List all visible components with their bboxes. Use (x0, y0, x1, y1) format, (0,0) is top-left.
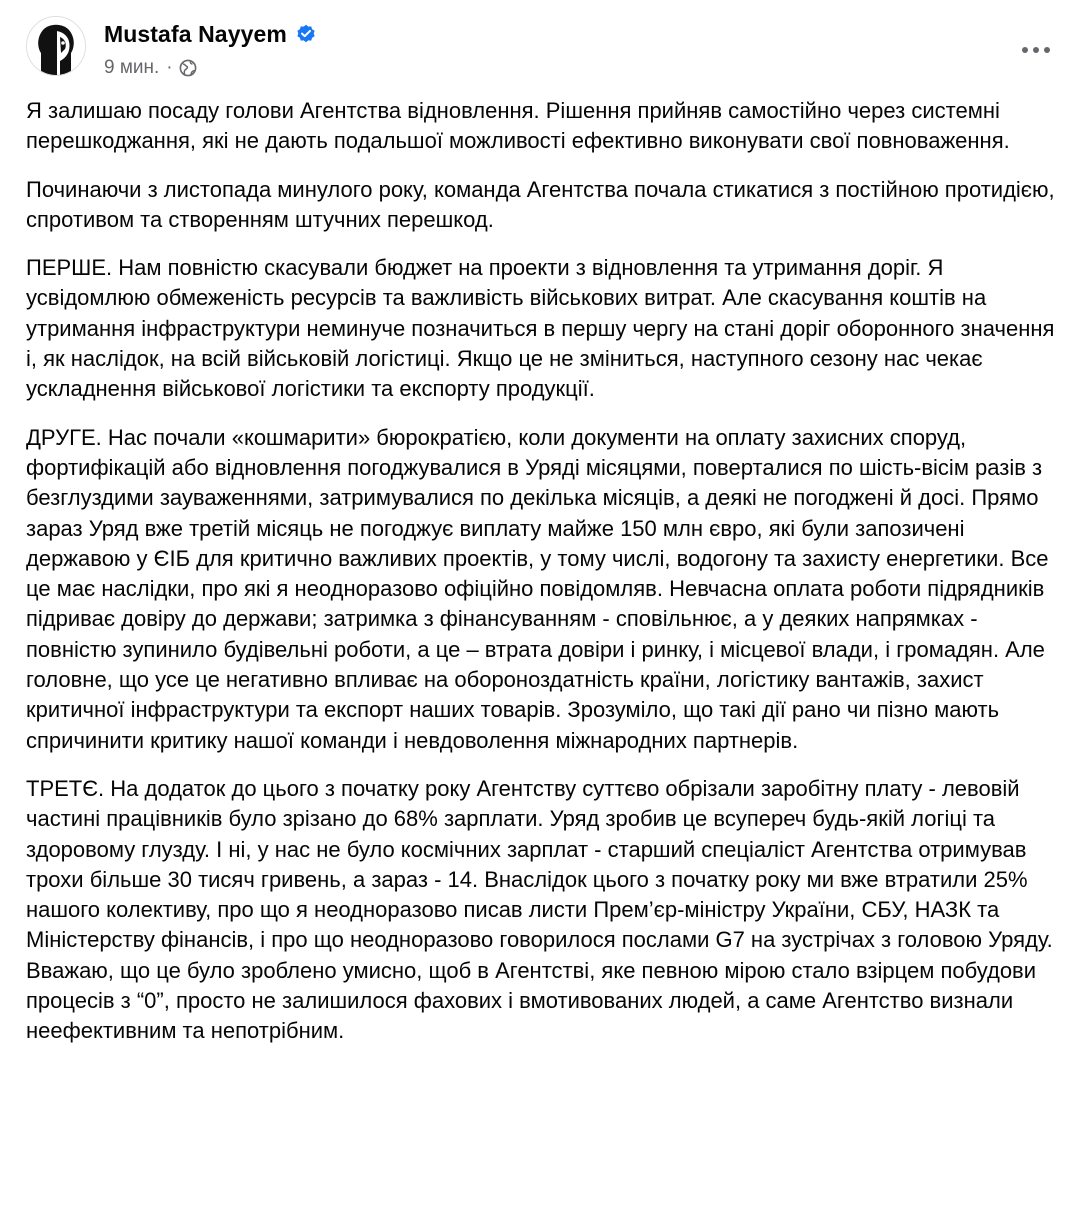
more-dot (1022, 47, 1028, 53)
globe-icon[interactable] (179, 59, 197, 77)
post-paragraph: ТРЕТЄ. На додаток до цього з початку року Агентству суттєво обрізали заробітну плату - левовій частині працівників було зрізано до 68% зарплати. Уряд зробив це всупереч будь-якій логіці та здоровому глузду. І ні, у нас не було космічних зарплат - старший спеціаліст Агентства отримував трохи більше 30 тисяч гривень, а зараз - 14. Внаслідок цього з початку року ми вже втратили 25% нашого колективу, про що я неодноразово писав листи Прем’єр-міністру України, СБУ, НАЗК та Міністерству фінансів, і про що неодноразово говорилося послами G7 на зустрічах з головою Уряду. Вважаю, що це було зроблено умисно, щоб в Агентстві, яке певною мірою стало взірцем побудови процесів з “0”, просто не залишилося фахових і вмотивованих людей, а саме Агентство визнали неефективним та непотрібним. (26, 775, 1053, 1044)
verified-badge-icon (296, 24, 316, 44)
author-row (104, 20, 316, 48)
post-meta (104, 56, 197, 80)
post-paragraph: ПЕРШЕ. Нам повністю скасували бюджет на проекти з відновлення та утримання доріг. Я усвідомлюю обмеженість ресурсів та важливість військових витрат. Але скасування коштів на утримання інфраструктури неминуче позначиться в першу чергу на стані доріг оборонного значення і, як наслідок, на всій військовій логістиці. Якщо це не зміниться, наступного сезону нас чекає ускладнення військової логістики та експорту продукції. (26, 255, 1055, 402)
more-options-icon[interactable] (1016, 38, 1056, 62)
post-paragraph: Я залишаю посаду голови Агентства відновлення. Рішення прийняв самостійно через системні перешкоджання, які не дають подальшої можливості ефективно виконувати свої повноваження. (26, 98, 1010, 154)
post-body (26, 96, 1066, 1065)
post-timestamp[interactable]: 9 мин. (104, 57, 160, 78)
author-name[interactable]: Mustafa Nayyem (104, 20, 287, 47)
post-header (26, 16, 1066, 86)
post-paragraph: ДРУГЕ. Нас почали «кошмарити» бюрократією, коли документи на оплату захисних споруд, фортифікацій або відновлення погоджувалися в Уряді місяцями, поверталися по шість-вісім разів з безглуздими зауваженнями, затримувалися по декілька місяців, а деякі не погоджені й досі. Прямо зараз Уряд вже третій місяць не погоджує виплату майже 150 млн євро, які були запозичені державою у ЄІБ для критично важливих проектів, у тому числі, водогону та захисту енергетики. Все це має наслідки, про які я неодноразово офіційно повідомляв. Невчасна оплата роботи підрядників підриває довіру до держави; затримка з фінансуванням - сповільнює, а у деяких напрямках - повністю зупинило будівельні роботи, а це – втрата довіри і ринку, і місцевої влади, і громадян. Але головне, що усе це негативно впливає на обороноздатність країни, логістику вантажів, захист критичної інфраструктури та експорт наших товарів. Зрозуміло, що такі дії рано чи пізно мають спричинити критику нашої команди і невдоволення міжнародних партнерів. (26, 424, 1049, 753)
author-avatar[interactable] (26, 16, 86, 76)
avatar-silhouette-icon (27, 17, 85, 75)
more-dot (1044, 47, 1050, 53)
more-dot (1033, 47, 1039, 53)
meta-separator: · (166, 57, 173, 78)
post-paragraph: Починаючи з листопада минулого року, команда Агентства почала стикатися з постійною протидією, спротивом та створенням штучних перешкод. (26, 176, 1055, 232)
